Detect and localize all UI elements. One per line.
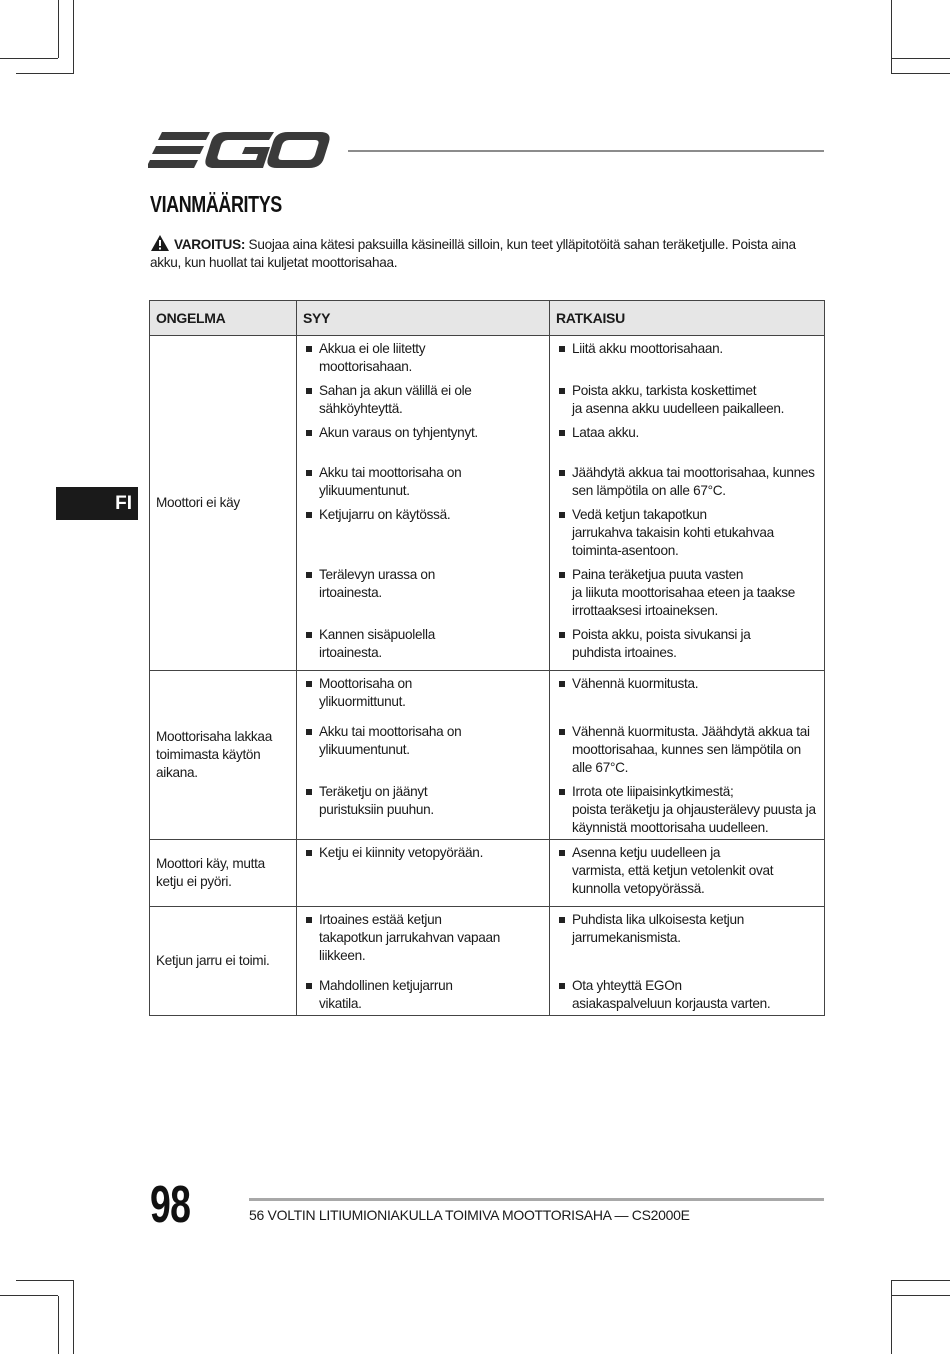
cause-line: ylikuumentunut. — [319, 483, 410, 498]
cause-item — [303, 506, 543, 566]
table-row — [150, 907, 825, 1016]
cause-item — [303, 675, 543, 723]
cause-line: vikatila. — [319, 996, 362, 1011]
solution-item — [556, 911, 818, 977]
cause-line: Irtoaines estää ketjun — [319, 912, 442, 927]
cause-line: Ketju ei kiinnity vetopyörään. — [319, 845, 484, 860]
solution-line: sen lämpötila on alle 67°C. — [572, 483, 726, 498]
solution-item — [556, 977, 818, 1013]
solution-line: Poista akku, poista sivukansi ja — [572, 627, 751, 642]
cause-item — [303, 340, 543, 382]
crop-mark — [891, 1280, 892, 1354]
solution-list — [556, 844, 818, 904]
cause-line: Ketjujarru on käytössä. — [319, 507, 451, 522]
problem-cell: Moottorisaha lakkaa toimimasta käytön aikana. — [150, 671, 297, 840]
solution-item — [556, 340, 818, 382]
crop-mark — [891, 58, 950, 59]
cause-line: irtoainesta. — [319, 585, 382, 600]
cause-line: ylikuormittunut. — [319, 694, 406, 709]
solution-line: Puhdista lika ulkoisesta ketjun — [572, 912, 745, 927]
ego-logo — [148, 128, 332, 172]
solution-cell — [550, 907, 825, 1016]
crop-mark — [16, 73, 74, 74]
solution-line: Vedä ketjun takapotkun — [572, 507, 707, 522]
solution-line: toiminta-asentoon. — [572, 543, 679, 558]
table-row — [150, 671, 825, 840]
warning-triangle-icon — [150, 234, 170, 252]
table-row — [150, 336, 825, 671]
crop-mark — [73, 0, 74, 74]
crop-mark — [891, 1280, 950, 1281]
page-title: VIANMÄÄRITYS — [150, 191, 282, 217]
cause-line: irtoainesta. — [319, 645, 382, 660]
table-header-row — [150, 301, 825, 336]
cause-line: Sahan ja akun välillä ei ole — [319, 383, 472, 398]
solution-line: Irrota ote liipaisinkytkimestä; — [572, 784, 734, 799]
solution-line: kunnolla vetopyörässä. — [572, 881, 705, 896]
cause-cell — [297, 907, 550, 1016]
solution-line: jarrukahva takaisin kohti etukahvaa — [572, 525, 774, 540]
warning-paragraph — [150, 234, 825, 272]
problem-cell: Moottori käy, mutta ketju ei pyöri. — [150, 840, 297, 907]
crop-mark — [891, 0, 892, 74]
solution-item — [556, 783, 818, 837]
header-problem: ONGELMA — [150, 301, 297, 336]
warning-text: Suojaa aina kätesi paksuilla käsineillä silloin, kun teet ylläpitotöitä sahan teräketjulle. Poista aina akku, kun huollat tai kuljetat moottorisahaa. — [150, 237, 796, 270]
cause-item — [303, 382, 543, 424]
solution-item — [556, 464, 818, 506]
cause-line: ylikuumentunut. — [319, 742, 410, 757]
footer-rule — [249, 1198, 824, 1201]
crop-mark — [891, 1295, 950, 1296]
cause-item — [303, 464, 543, 506]
language-tab: FI — [56, 487, 138, 520]
solution-item — [556, 723, 818, 783]
solution-line: Asenna ketju uudelleen ja — [572, 845, 721, 860]
solution-line: käynnistä moottorisaha uudelleen. — [572, 820, 769, 835]
solution-line: varmista, että ketjun vetolenkit ovat — [572, 863, 774, 878]
solution-line: Vähennä kuormitusta. — [572, 676, 699, 691]
cause-item — [303, 911, 543, 977]
cause-line: Akun varaus on tyhjentynyt. — [319, 425, 478, 440]
troubleshooting-table — [149, 300, 825, 1016]
solution-item — [556, 566, 818, 626]
cause-line: Akku tai moottorisaha on — [319, 465, 462, 480]
crop-mark — [891, 73, 950, 74]
crop-mark — [16, 1280, 74, 1281]
cause-line: Teräketju on jäänyt — [319, 784, 428, 799]
solution-line: Jäähdytä akkua tai moottorisahaa, kunnes — [572, 465, 815, 480]
solution-line: alle 67°C. — [572, 760, 629, 775]
solution-line: Paina teräketjua puuta vasten — [572, 567, 744, 582]
crop-mark — [0, 58, 58, 59]
footer-text: 56 VOLTIN LITIUMIONIAKULLA TOIMIVA MOOTTORISAHA — CS2000E — [249, 1207, 690, 1223]
crop-mark — [0, 1295, 58, 1296]
cause-line: moottorisahaan. — [319, 359, 412, 374]
solution-line: Liitä akku moottorisahaan. — [572, 341, 723, 356]
solution-line: poista teräketju ja ohjausterälevy puusta ja — [572, 802, 816, 817]
cause-list — [303, 675, 543, 837]
cause-item — [303, 566, 543, 626]
cause-item — [303, 977, 543, 1013]
cause-cell — [297, 671, 550, 840]
table-row — [150, 840, 825, 907]
cause-line: liikkeen. — [319, 948, 366, 963]
crop-mark — [73, 1280, 74, 1354]
cause-item — [303, 424, 543, 464]
solution-line: ja asenna akku uudelleen paikalleen. — [572, 401, 785, 416]
cause-cell — [297, 336, 550, 671]
warning-label: VAROITUS: — [174, 237, 246, 252]
solution-item — [556, 675, 818, 723]
cause-item — [303, 626, 543, 668]
solution-line: jarrumekanismista. — [572, 930, 681, 945]
solution-cell — [550, 336, 825, 671]
solution-line: moottorisahaa, kunnes sen lämpötila on — [572, 742, 801, 757]
crop-mark — [58, 0, 59, 58]
crop-mark — [58, 1296, 59, 1354]
solution-cell — [550, 840, 825, 907]
cause-item — [303, 783, 543, 837]
header-cause: SYY — [297, 301, 550, 336]
solution-line: Vähennä kuormitusta. Jäähdytä akkua tai — [572, 724, 810, 739]
cause-item — [303, 844, 543, 904]
cause-line: Mahdollinen ketjujarrun — [319, 978, 453, 993]
page-number: 98 — [150, 1176, 191, 1234]
cause-line: sähköyhteyttä. — [319, 401, 403, 416]
cause-line: Akkua ei ole liitetty — [319, 341, 426, 356]
cause-line: Moottorisaha on — [319, 676, 412, 691]
solution-item — [556, 844, 818, 904]
problem-cell: Ketjun jarru ei toimi. — [150, 907, 297, 1016]
cause-list — [303, 911, 543, 1013]
cause-item — [303, 723, 543, 783]
solution-line: irrottaaksesi irtoaineksen. — [572, 603, 719, 618]
problem-cell: Moottori ei käy — [150, 336, 297, 671]
header-solution: RATKAISU — [550, 301, 825, 336]
solution-cell — [550, 671, 825, 840]
header-rule — [348, 150, 824, 152]
solution-item — [556, 626, 818, 668]
solution-item — [556, 506, 818, 566]
cause-line: Akku tai moottorisaha on — [319, 724, 462, 739]
cause-cell — [297, 840, 550, 907]
solution-item — [556, 424, 818, 464]
cause-line: puristuksiin puuhun. — [319, 802, 434, 817]
cause-list — [303, 844, 543, 904]
cause-line: Kannen sisäpuolella — [319, 627, 435, 642]
solution-item — [556, 382, 818, 424]
cause-list — [303, 340, 543, 668]
solution-line: Poista akku, tarkista koskettimet — [572, 383, 757, 398]
solution-line: Lataa akku. — [572, 425, 639, 440]
solution-list — [556, 911, 818, 1013]
solution-line: ja liikuta moottorisahaa eteen ja taakse — [572, 585, 796, 600]
cause-line: Terälevyn urassa on — [319, 567, 435, 582]
solution-line: puhdista irtoaines. — [572, 645, 677, 660]
solution-list — [556, 675, 818, 837]
solution-line: Ota yhteyttä EGOn — [572, 978, 682, 993]
solution-line: asiakaspalveluun korjausta varten. — [572, 996, 771, 1011]
solution-list — [556, 340, 818, 668]
cause-line: takapotkun jarrukahvan vapaan — [319, 930, 500, 945]
